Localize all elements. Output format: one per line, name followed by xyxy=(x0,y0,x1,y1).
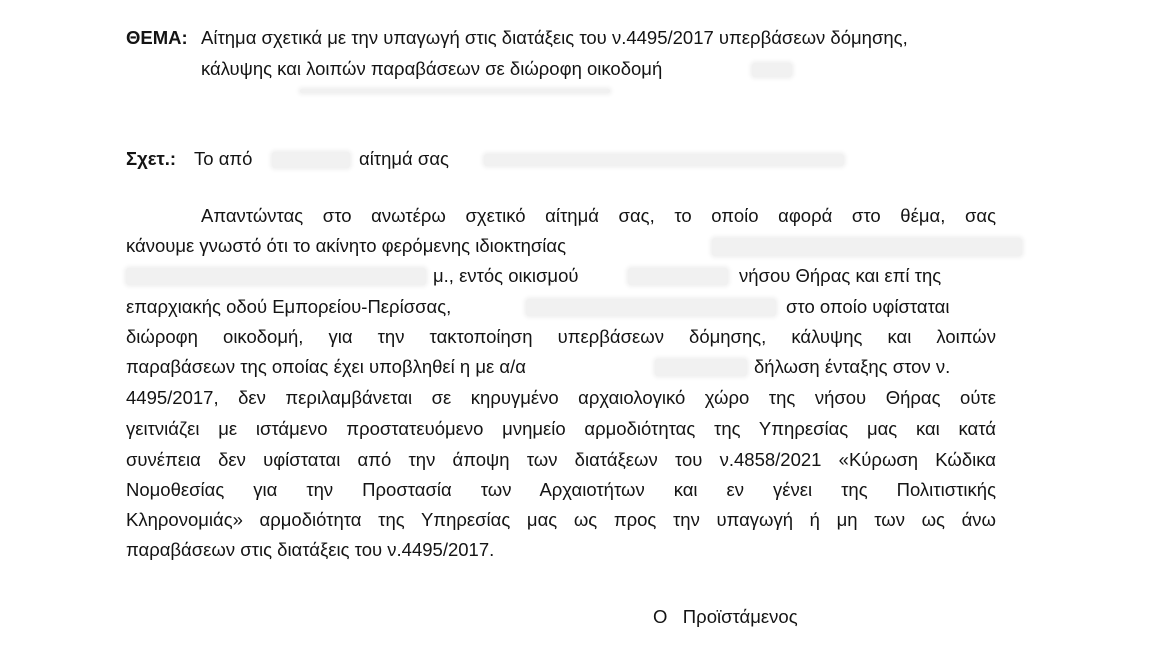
body-line: επαρχιακής οδού Εμπορείου-Περίσσας, xyxy=(126,296,452,317)
body-line: Κληρονομιάς» αρμοδιότητα της Υπηρεσίας μας ως προς την υπαγωγή ή μη των ως άνω xyxy=(126,509,996,530)
subject-line-2: κάλυψης και λοιπών παραβάσεων σε διώροφη οικοδομή xyxy=(201,58,663,79)
redaction xyxy=(655,359,747,376)
redaction xyxy=(628,268,728,285)
redaction xyxy=(126,268,426,285)
body-line: γειτνιάζει με ιστάμενο προστατευόμενο μνημείο αρμοδιότητας της Υπηρεσίας μας και κατά xyxy=(126,418,996,439)
body-line: στο οποίο υφίσταται xyxy=(786,296,950,317)
body-line: παραβάσεων στις διατάξεις του ν.4495/2017. xyxy=(126,539,495,560)
redaction xyxy=(300,89,610,93)
body-line: διώροφη οικοδομή, για την τακτοποίηση υπερβάσεων δόμησης, κάλυψης και λοιπών xyxy=(126,326,996,347)
body-line: 4495/2017, δεν περιλαμβάνεται σε κηρυγμένο αρχαιολογικό χώρο της νήσου Θήρας ούτε xyxy=(126,387,996,408)
subject-line-1: Αίτημα σχετικά με την υπαγωγή στις διατάξεις του ν.4495/2017 υπερβάσεων δόμησης, xyxy=(201,27,908,48)
body-line: παραβάσεων της οποίας έχει υποβληθεί η με α/α xyxy=(126,356,526,377)
body-line: δήλωση ένταξης στον ν. xyxy=(754,356,951,377)
body-line: συνέπεια δεν υφίσταται από την άποψη των διατάξεων του ν.4858/2021 «Κύρωση Κώδικα xyxy=(126,449,996,470)
body-line: κάνουμε γνωστό ότι το ακίνητο φερόμενης ιδιοκτησίας xyxy=(126,235,566,256)
body-line: Νομοθεσίας για την Προστασία των Αρχαιοτήτων και εν γένει της Πολιτιστικής xyxy=(126,479,996,500)
body-line: μ., εντός οικισμού xyxy=(433,265,579,286)
body-line: νήσου Θήρας και επί της xyxy=(739,265,942,286)
subject-label: ΘΕΜΑ: xyxy=(126,27,188,48)
reference-text-b: αίτημά σας xyxy=(359,148,449,169)
redaction xyxy=(484,154,844,166)
redaction xyxy=(712,238,1022,256)
signature-title: Ο Προϊστάμενος xyxy=(653,606,798,627)
redaction xyxy=(752,63,792,77)
redaction xyxy=(272,152,350,168)
reference-text-a: Το από xyxy=(194,148,253,169)
body-line: Απαντώντας στο ανωτέρω σχετικό αίτημά σας, το οποίο αφορά στο θέμα, σας xyxy=(201,205,996,226)
redaction xyxy=(526,299,776,316)
reference-label: Σχετ.: xyxy=(126,148,177,169)
